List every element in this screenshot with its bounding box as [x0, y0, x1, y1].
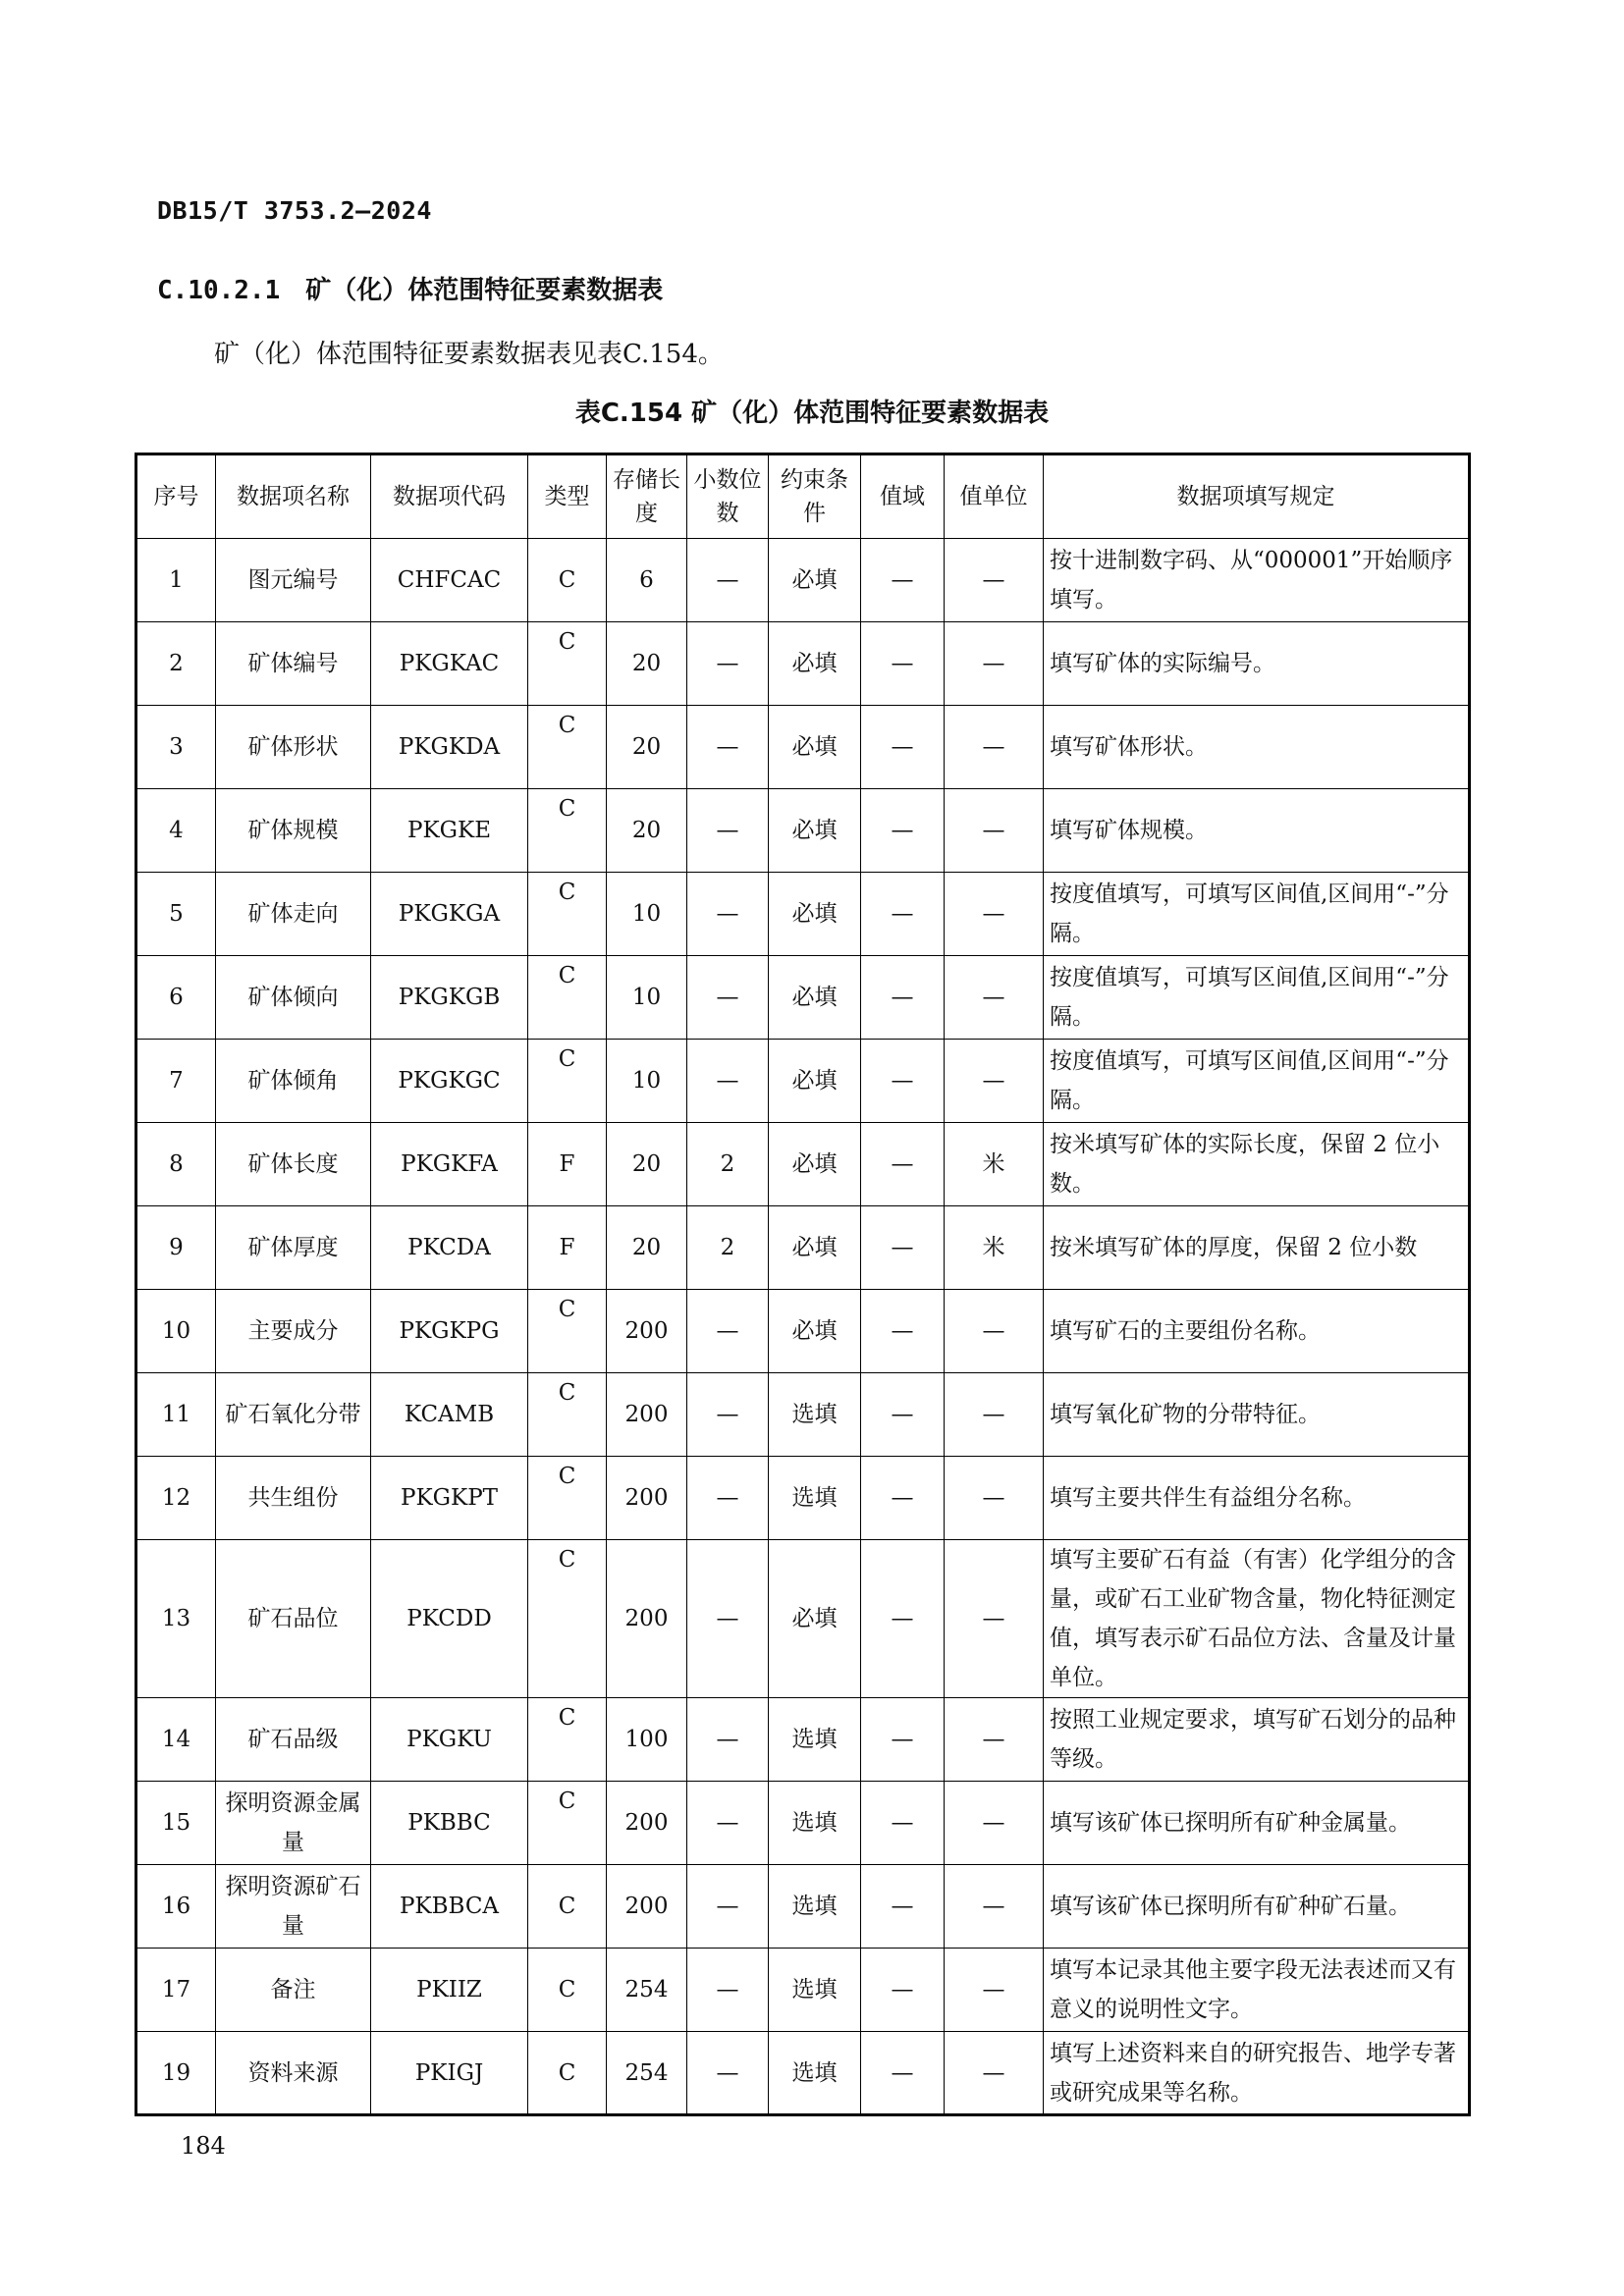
unit-cell: — [945, 1698, 1044, 1782]
seq-cell: 2 [136, 622, 216, 706]
type-cell: C [528, 539, 607, 622]
rule-cell: 填写矿体形状。 [1044, 706, 1470, 789]
decimals-cell: — [687, 956, 769, 1040]
code-cell: PKGKGC [371, 1040, 528, 1123]
code-cell: PKCDD [371, 1540, 528, 1698]
constraint-cell: 必填 [769, 1290, 861, 1373]
constraint-cell: 选填 [769, 1698, 861, 1782]
rule-cell: 按照工业规定要求，填写矿石划分的品种等级。 [1044, 1698, 1470, 1782]
unit-cell: — [945, 789, 1044, 873]
constraint-cell: 选填 [769, 2032, 861, 2115]
domain-cell: — [861, 956, 945, 1040]
rule-cell: 按度值填写，可填写区间值,区间用“-”分隔。 [1044, 956, 1470, 1040]
constraint-cell: 必填 [769, 1123, 861, 1206]
decimals-cell: — [687, 1457, 769, 1540]
domain-cell: — [861, 1457, 945, 1540]
type-cell [528, 706, 607, 789]
rule-cell: 填写该矿体已探明所有矿种金属量。 [1044, 1782, 1470, 1865]
type-cell [528, 956, 607, 1040]
table-row [136, 1698, 1470, 1782]
table-row [136, 1949, 1470, 2032]
header-cell: 值单位 [945, 454, 1044, 539]
seq-cell: 16 [136, 1865, 216, 1949]
code-cell: PKGKU [371, 1698, 528, 1782]
seq-cell: 7 [136, 1040, 216, 1123]
domain-cell: — [861, 1206, 945, 1290]
type-value: C [558, 1464, 576, 1489]
table-caption: 表C.154 矿（化）体范围特征要素数据表 [574, 399, 1050, 428]
length-cell: 10 [607, 956, 687, 1040]
length-cell: 200 [607, 1540, 687, 1698]
code-cell: PKGKGB [371, 956, 528, 1040]
unit-cell: — [945, 1040, 1044, 1123]
decimals-cell: — [687, 1949, 769, 2032]
type-value: C [558, 963, 576, 988]
seq-cell: 19 [136, 2032, 216, 2115]
length-cell: 254 [607, 1949, 687, 2032]
unit-cell: — [945, 956, 1044, 1040]
seq-cell: 6 [136, 956, 216, 1040]
rule-cell: 填写氧化矿物的分带特征。 [1044, 1373, 1470, 1457]
decimals-cell: — [687, 1782, 769, 1865]
length-cell: 20 [607, 1206, 687, 1290]
type-value: C [558, 1046, 576, 1072]
decimals-cell: — [687, 1540, 769, 1698]
type-value: C [558, 1380, 576, 1406]
unit-cell: — [945, 1290, 1044, 1373]
data-spec-table [135, 453, 1471, 2116]
table-row [136, 539, 1470, 622]
domain-cell: — [861, 1949, 945, 2032]
unit-cell: — [945, 1949, 1044, 2032]
domain-cell: — [861, 1123, 945, 1206]
decimals-cell: — [687, 2032, 769, 2115]
constraint-cell: 必填 [769, 789, 861, 873]
decimals-cell: — [687, 706, 769, 789]
length-cell: 10 [607, 873, 687, 956]
code-cell: PKIGJ [371, 2032, 528, 2115]
table-row [136, 873, 1470, 956]
domain-cell: — [861, 789, 945, 873]
seq-cell: 5 [136, 873, 216, 956]
seq-cell: 1 [136, 539, 216, 622]
length-cell: 20 [607, 789, 687, 873]
table-row [136, 622, 1470, 706]
type-cell: C [528, 2032, 607, 2115]
length-cell: 200 [607, 1782, 687, 1865]
name-cell: 探明资源金属量 [216, 1782, 371, 1865]
name-cell: 备注 [216, 1949, 371, 2032]
unit-cell: — [945, 1782, 1044, 1865]
seq-cell: 14 [136, 1698, 216, 1782]
domain-cell: — [861, 1865, 945, 1949]
decimals-cell: — [687, 873, 769, 956]
rule-cell: 按十进制数字码、从“000001”开始顺序填写。 [1044, 539, 1470, 622]
seq-cell: 9 [136, 1206, 216, 1290]
code-cell: KCAMB [371, 1373, 528, 1457]
section-number: C.10.2.1 [157, 276, 281, 305]
length-cell: 200 [607, 1290, 687, 1373]
name-cell: 矿体编号 [216, 622, 371, 706]
constraint-cell: 必填 [769, 873, 861, 956]
decimals-cell: — [687, 539, 769, 622]
seq-cell: 12 [136, 1457, 216, 1540]
seq-cell: 3 [136, 706, 216, 789]
unit-cell: — [945, 622, 1044, 706]
table-row [136, 1206, 1470, 1290]
type-cell: C [528, 1865, 607, 1949]
decimals-cell: — [687, 1290, 769, 1373]
header-cell: 类型 [528, 454, 607, 539]
type-cell [528, 789, 607, 873]
type-cell: C [528, 1949, 607, 2032]
type-cell [528, 1540, 607, 1698]
header-cell: 值域 [861, 454, 945, 539]
domain-cell: — [861, 1698, 945, 1782]
decimals-cell: — [687, 622, 769, 706]
constraint-cell: 选填 [769, 1865, 861, 1949]
header-cell: 数据项代码 [371, 454, 528, 539]
name-cell: 矿石氧化分带 [216, 1373, 371, 1457]
rule-cell: 按度值填写，可填写区间值,区间用“-”分隔。 [1044, 1040, 1470, 1123]
domain-cell: — [861, 539, 945, 622]
length-cell: 200 [607, 1373, 687, 1457]
name-cell: 矿石品位 [216, 1540, 371, 1698]
table-header-row [136, 454, 1470, 539]
constraint-cell: 选填 [769, 1782, 861, 1865]
type-value: C [558, 1547, 576, 1573]
constraint-cell: 选填 [769, 1949, 861, 2032]
header-cell: 数据项名称 [216, 454, 371, 539]
type-cell [528, 1698, 607, 1782]
code-cell: PKGKPG [371, 1290, 528, 1373]
code-cell: CHFCAC [371, 539, 528, 622]
type-cell [528, 1290, 607, 1373]
rule-cell: 按米填写矿体的厚度，保留 2 位小数 [1044, 1206, 1470, 1290]
name-cell: 探明资源矿石量 [216, 1865, 371, 1949]
length-cell: 10 [607, 1040, 687, 1123]
decimals-cell: — [687, 789, 769, 873]
table-row [136, 1123, 1470, 1206]
table-row [136, 1782, 1470, 1865]
code-cell: PKGKDA [371, 706, 528, 789]
length-cell: 200 [607, 1457, 687, 1540]
table-row [136, 789, 1470, 873]
decimals-cell: — [687, 1698, 769, 1782]
constraint-cell: 必填 [769, 1206, 861, 1290]
rule-cell: 填写主要矿石有益（有害）化学组分的含量，或矿石工业矿物含量，物化特征测定值，填写表示矿石品位方法、含量及计量单位。 [1044, 1540, 1470, 1698]
domain-cell: — [861, 706, 945, 789]
type-value: C [558, 1789, 576, 1814]
unit-cell: 米 [945, 1123, 1044, 1206]
table-row [136, 1865, 1470, 1949]
decimals-cell: 2 [687, 1123, 769, 1206]
domain-cell: — [861, 2032, 945, 2115]
constraint-cell: 必填 [769, 539, 861, 622]
header-cell: 序号 [136, 454, 216, 539]
domain-cell: — [861, 1782, 945, 1865]
constraint-cell: 选填 [769, 1457, 861, 1540]
seq-cell: 10 [136, 1290, 216, 1373]
type-value: C [558, 713, 576, 738]
type-value: C [558, 1297, 576, 1322]
length-cell: 20 [607, 622, 687, 706]
type-value: C [558, 796, 576, 822]
code-cell: PKGKAC [371, 622, 528, 706]
header-cell: 小数位数 [687, 454, 769, 539]
domain-cell: — [861, 1290, 945, 1373]
name-cell: 矿体形状 [216, 706, 371, 789]
type-cell [528, 1782, 607, 1865]
code-cell: PKBBC [371, 1782, 528, 1865]
unit-cell: — [945, 1373, 1044, 1457]
name-cell: 矿体倾向 [216, 956, 371, 1040]
decimals-cell: 2 [687, 1206, 769, 1290]
rule-cell: 按度值填写，可填写区间值,区间用“-”分隔。 [1044, 873, 1470, 956]
name-cell: 共生组份 [216, 1457, 371, 1540]
table-row [136, 1540, 1470, 1698]
code-cell: PKGKPT [371, 1457, 528, 1540]
type-cell [528, 1457, 607, 1540]
code-cell: PKIIZ [371, 1949, 528, 2032]
rule-cell: 填写主要共伴生有益组分名称。 [1044, 1457, 1470, 1540]
constraint-cell: 选填 [769, 1373, 861, 1457]
name-cell: 图元编号 [216, 539, 371, 622]
type-cell: F [528, 1206, 607, 1290]
seq-cell: 4 [136, 789, 216, 873]
rule-cell: 填写矿体的实际编号。 [1044, 622, 1470, 706]
length-cell: 20 [607, 706, 687, 789]
section-heading [157, 270, 663, 306]
decimals-cell: — [687, 1865, 769, 1949]
seq-cell: 11 [136, 1373, 216, 1457]
type-cell [528, 873, 607, 956]
domain-cell: — [861, 873, 945, 956]
domain-cell: — [861, 1040, 945, 1123]
table-row [136, 706, 1470, 789]
decimals-cell: — [687, 1040, 769, 1123]
table-row [136, 1457, 1470, 1540]
constraint-cell: 必填 [769, 956, 861, 1040]
table-row [136, 1373, 1470, 1457]
code-cell: PKGKE [371, 789, 528, 873]
document-code: DB15/T 3753.2—2024 [157, 196, 432, 225]
unit-cell: 米 [945, 1206, 1044, 1290]
type-cell [528, 1373, 607, 1457]
seq-cell: 8 [136, 1123, 216, 1206]
header-cell: 数据项填写规定 [1044, 454, 1470, 539]
constraint-cell: 必填 [769, 622, 861, 706]
name-cell: 资料来源 [216, 2032, 371, 2115]
unit-cell: — [945, 873, 1044, 956]
type-cell [528, 1040, 607, 1123]
decimals-cell: — [687, 1373, 769, 1457]
seq-cell: 17 [136, 1949, 216, 2032]
unit-cell: — [945, 539, 1044, 622]
code-cell: PKGKGA [371, 873, 528, 956]
length-cell: 20 [607, 1123, 687, 1206]
intro-paragraph: 矿（化）体范围特征要素数据表见表C.154。 [214, 340, 724, 369]
seq-cell: 15 [136, 1782, 216, 1865]
table-row [136, 956, 1470, 1040]
length-cell: 6 [607, 539, 687, 622]
rule-cell: 填写矿体规模。 [1044, 789, 1470, 873]
length-cell: 100 [607, 1698, 687, 1782]
code-cell: PKBBCA [371, 1865, 528, 1949]
type-cell: F [528, 1123, 607, 1206]
constraint-cell: 必填 [769, 706, 861, 789]
domain-cell: — [861, 1373, 945, 1457]
name-cell: 矿体规模 [216, 789, 371, 873]
name-cell: 主要成分 [216, 1290, 371, 1373]
type-value: C [558, 629, 576, 655]
rule-cell: 填写该矿体已探明所有矿种矿石量。 [1044, 1865, 1470, 1949]
constraint-cell: 必填 [769, 1540, 861, 1698]
rule-cell: 填写本记录其他主要字段无法表述而又有意义的说明性文字。 [1044, 1949, 1470, 2032]
name-cell: 矿体厚度 [216, 1206, 371, 1290]
domain-cell: — [861, 1540, 945, 1698]
table-row [136, 1290, 1470, 1373]
unit-cell: — [945, 1540, 1044, 1698]
length-cell: 200 [607, 1865, 687, 1949]
name-cell: 矿体走向 [216, 873, 371, 956]
code-cell: PKCDA [371, 1206, 528, 1290]
seq-cell: 13 [136, 1540, 216, 1698]
type-cell [528, 622, 607, 706]
unit-cell: — [945, 1865, 1044, 1949]
page-number: 184 [181, 2132, 226, 2160]
type-value: C [558, 880, 576, 905]
length-cell: 254 [607, 2032, 687, 2115]
unit-cell: — [945, 2032, 1044, 2115]
table-row [136, 1040, 1470, 1123]
name-cell: 矿体倾角 [216, 1040, 371, 1123]
rule-cell: 填写上述资料来自的研究报告、地学专著或研究成果等名称。 [1044, 2032, 1470, 2115]
name-cell: 矿石品级 [216, 1698, 371, 1782]
section-title: 矿（化）体范围特征要素数据表 [305, 276, 664, 305]
rule-cell: 填写矿石的主要组份名称。 [1044, 1290, 1470, 1373]
header-cell: 存储长度 [607, 454, 687, 539]
code-cell: PKGKFA [371, 1123, 528, 1206]
name-cell: 矿体长度 [216, 1123, 371, 1206]
domain-cell: — [861, 622, 945, 706]
table-row [136, 2032, 1470, 2115]
unit-cell: — [945, 1457, 1044, 1540]
type-value: C [558, 1705, 576, 1731]
header-cell: 约束条件 [769, 454, 861, 539]
constraint-cell: 必填 [769, 1040, 861, 1123]
unit-cell: — [945, 706, 1044, 789]
rule-cell: 按米填写矿体的实际长度，保留 2 位小数。 [1044, 1123, 1470, 1206]
